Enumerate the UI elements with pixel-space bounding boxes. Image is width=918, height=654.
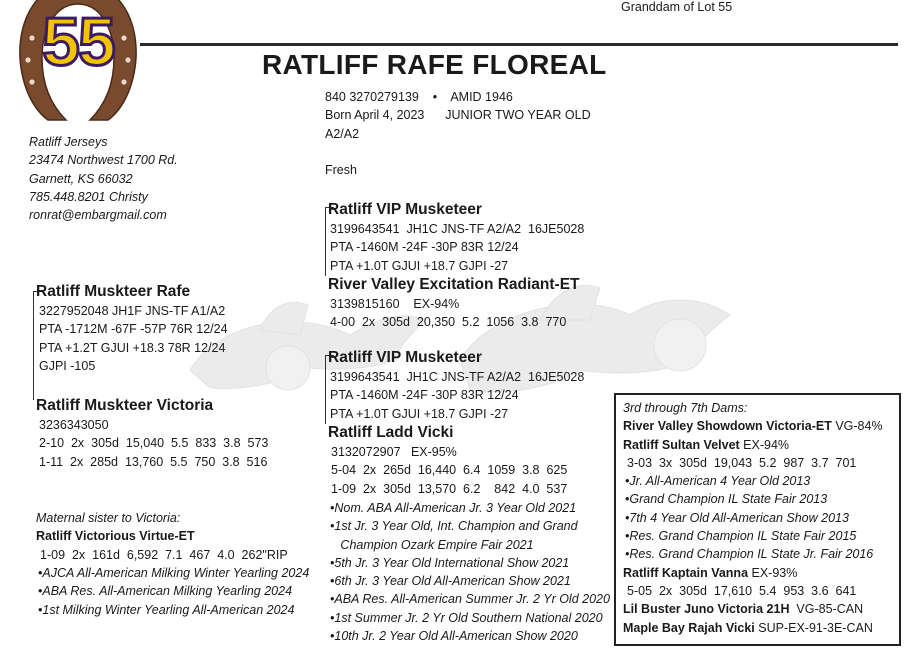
dam-name: Ratliff Muskteer Victoria [36, 397, 214, 414]
lot-logo [8, 0, 148, 122]
dam-record-2: 1-11 2x 285d 13,760 5.5 750 3.8 516 [39, 454, 268, 469]
dam-dam-id: 3132072907 EX-95% [331, 445, 457, 459]
fourth-dam-award: •Grand Champion IL State Fair 2013 [625, 492, 828, 507]
seventh-dam-score: SUP-EX-91-3E-CAN [754, 620, 873, 635]
dam-sire-details [330, 368, 584, 423]
sire-dam-id: 3139815160 EX-94% [330, 297, 460, 311]
sister-award: •AJCA All-American Milking Winter Yearling 2024 [38, 566, 310, 580]
dam-dam-award: •1st Summer Jr. 2 Yr Old Southern National 2020 [330, 610, 603, 625]
third-dam-score: VG-84% [831, 419, 883, 434]
breeder-name: Ratliff Jerseys [29, 135, 108, 149]
dam-dam-award: •10th Jr. 2 Year Old All-American Show 2020 [330, 629, 578, 644]
granddam-label: Granddam of Lot 55 [621, 0, 733, 14]
fifth-dam-record: 5-05 2x 305d 17,610 5.4 953 3.6 641 [627, 583, 857, 598]
fourth-dam-record: 3-03 3x 305d 19,043 5.2 987 3.7 701 [627, 455, 857, 470]
dams-caption: 3rd through 7th Dams: [623, 401, 748, 415]
sire-sire-id: 3199643541 JH1C JNS-TF A2/A2 16JE5028 [330, 222, 585, 236]
sixth-dam [623, 600, 899, 618]
sire-sire-details [330, 220, 584, 275]
dam-sire-pta-2: PTA +1.0T GJUI +18.7 GJPI -27 [330, 406, 509, 421]
dam-dam-award: •6th Jr. 3 Year Old All-American Show 2021 [330, 574, 571, 589]
dam-sire-pta: PTA -1460M -24F -30P 83R 12/24 [330, 388, 519, 403]
sire-gjpi-line: GJPI -105 [39, 358, 96, 373]
dam-dam-record-1: 5-04 2x 265d 16,440 6.4 1059 3.8 625 [331, 463, 568, 478]
dam-sire-name: Ratliff VIP Musketeer [328, 349, 482, 366]
dam-dam-award: •Nom. ABA All-American Jr. 3 Year Old 2021 [330, 501, 577, 515]
sire-dam-name: River Valley Excitation Radiant-ET [328, 276, 580, 293]
breeder-address: 23474 Northwest 1700 Rd. [29, 153, 178, 168]
sister-award: •1st Milking Winter Yearling All-American 2024 [38, 602, 295, 617]
header-rule [140, 43, 898, 46]
genotype-line: A2/A2 [325, 126, 360, 141]
fourth-dam-award: •Res. Grand Champion IL State Jr. Fair 2016 [625, 547, 874, 562]
maternal-sister-awards [38, 564, 309, 619]
page-title: RATLIFF RAFE FLOREAL [262, 49, 607, 80]
seventh-dam [623, 619, 899, 637]
dam-dam-award: •ABA Res. All-American Summer Jr. 2 Yr Old 2020 [330, 592, 610, 607]
fourth-dam [623, 436, 899, 454]
fifth-dam-score: EX-93% [748, 565, 798, 580]
dam-dam-award: •1st Jr. 3 Year Old, Int. Champion and Grand [330, 519, 578, 534]
third-dam [623, 417, 899, 435]
maternal-sister-name: Ratliff Victorious Virtue-ET [36, 529, 195, 543]
fifth-dam [623, 564, 899, 582]
sire-dam-details [330, 295, 566, 332]
fourth-dam-award: •7th 4 Year Old All-American Show 2013 [625, 510, 849, 525]
fourth-dam-award: •Res. Grand Champion IL State Fair 2015 [625, 529, 857, 544]
fourth-dam-name: Ratliff Sultan Velvet [623, 437, 740, 452]
maternal-sister-caption: Maternal sister to Victoria: [36, 511, 181, 525]
breeder-contact [29, 133, 178, 224]
dam-dam-name: Ratliff Ladd Vicki [328, 424, 454, 441]
sire-id-line: 3227952048 JH1F JNS-TF A1/A2 [39, 304, 226, 318]
dam-dam-award: •5th Jr. 3 Year Old International Show 2021 [330, 555, 570, 570]
fourth-dam-score: EX-94% [739, 437, 790, 452]
sixth-dam-name: Lil Buster Juno Victoria 21H [623, 602, 790, 617]
dam-dam-details [331, 443, 567, 498]
breeder-phone: 785.448.8201 Christy [29, 189, 148, 204]
dam-dam-record-2: 1-09 2x 305d 13,570 6.2 842 4.0 537 [331, 481, 568, 496]
maternal-sister-record: 1-09 2x 161d 6,592 7.1 467 4.0 262"RIP [40, 548, 288, 562]
fifth-dam-name: Ratliff Kaptain Vanna [623, 565, 749, 580]
sixth-dam-score: VG-85-CAN [789, 602, 864, 617]
sire-sire-pta: PTA -1460M -24F -30P 83R 12/24 [330, 240, 519, 255]
third-dam-name: River Valley Showdown Victoria-ET [623, 419, 832, 434]
lot-number: 55 [42, 4, 114, 80]
dam-sire-id: 3199643541 JH1C JNS-TF A2/A2 16JE5028 [330, 370, 585, 384]
sire-pta-line-2: PTA +1.2T GJUI +18.3 78R 12/24 [39, 340, 226, 355]
fourth-dam-awards [623, 472, 899, 563]
fourth-dam-award: •Jr. All-American 4 Year Old 2013 [625, 474, 811, 489]
dam-dam-awards [330, 499, 610, 645]
dam-record-1: 2-10 2x 305d 15,040 5.5 833 3.8 573 [39, 436, 269, 451]
breeder-city: Garnett, KS 66032 [29, 171, 133, 186]
registration-line: 840 3270279139 • AMID 1946 [325, 90, 513, 104]
sire-details [39, 302, 228, 375]
blank-line [325, 143, 591, 161]
sire-dam-record: 4-00 2x 305d 20,350 5.2 1056 3.8 770 [330, 315, 567, 330]
sister-award: •ABA Res. All-American Milking Yearling 2024 [38, 584, 293, 599]
ancestor-dams-box [614, 393, 901, 646]
breeder-email: ronrat@embargmail.com [29, 208, 167, 223]
sire-sire-name: Ratliff VIP Musketeer [328, 201, 482, 218]
seventh-dam-name: Maple Bay Rajah Vicki [623, 620, 755, 635]
sire-pta-line: PTA -1712M -67F -57P 76R 12/24 [39, 322, 228, 337]
birth-line: Born April 4, 2023 JUNIOR TWO YEAR OLD [325, 108, 591, 123]
sire-sire-pta-2: PTA +1.0T GJUI +18.7 GJPI -27 [330, 258, 509, 273]
status-line: Fresh [325, 163, 357, 178]
dam-id-line: 3236343050 [39, 418, 109, 432]
sire-name: Ratliff Muskteer Rafe [36, 283, 191, 300]
dam-dam-award: Champion Ozark Empire Fair 2021 [330, 537, 534, 552]
dam-details [39, 416, 268, 471]
animal-info [325, 88, 591, 179]
